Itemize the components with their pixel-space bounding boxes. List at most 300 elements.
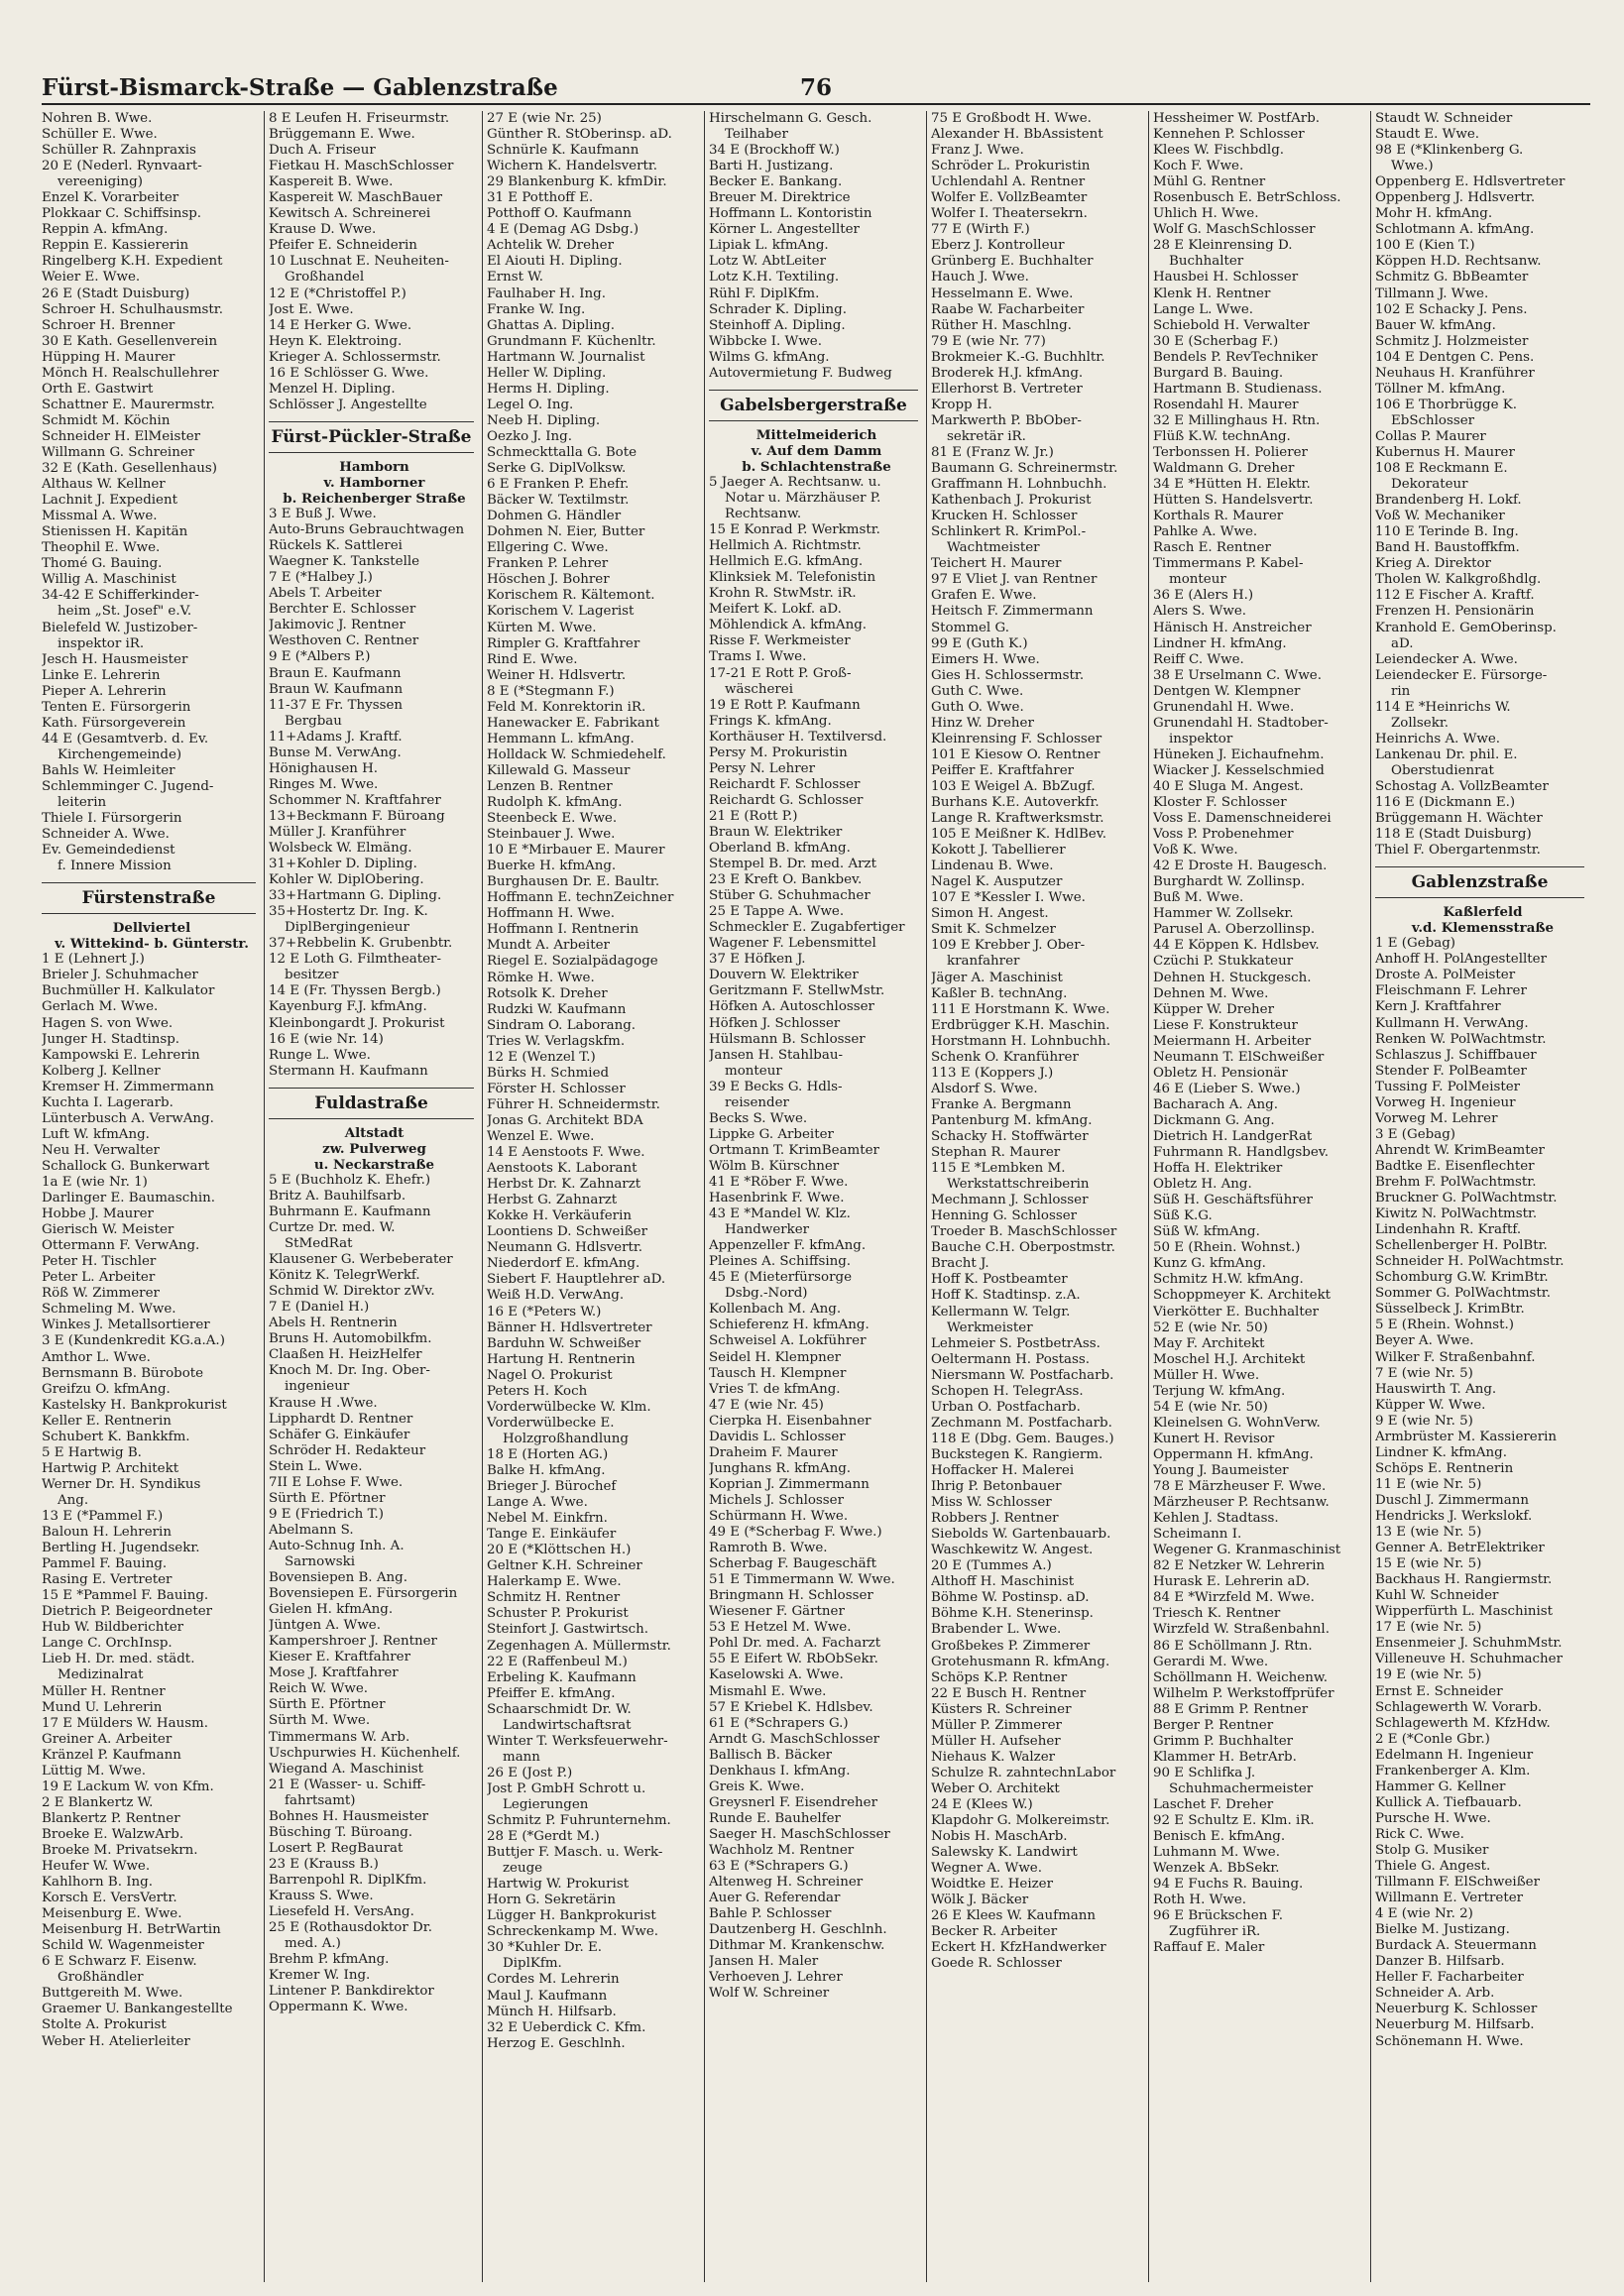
resident-entry: Ellgering C. Wwe. xyxy=(487,540,609,556)
resident-entry: Hartmann W. Journalist xyxy=(487,349,645,365)
resident-entry: 105 E Meißner K. HdlBev. xyxy=(931,827,1106,843)
resident-entry: Peters H. Koch xyxy=(487,1383,588,1399)
resident-entry: Waldmann G. Dreher xyxy=(1153,461,1295,477)
resident-entry: Vorderwülbecke W. Klm. xyxy=(487,1399,651,1415)
resident-entry: 111 E Horstmann K. Wwe. xyxy=(931,1001,1110,1017)
resident-entry: Willmann G. Schreiner xyxy=(42,444,195,460)
resident-entry: Schlemminger C. Jugend- xyxy=(42,778,214,794)
resident-entry: Schmitz J. Holzmeister xyxy=(1375,333,1529,349)
resident-entry: Wolsbeck W. Elmäng. xyxy=(269,841,412,857)
resident-entry: Wenzek A. BbSekr. xyxy=(1153,1861,1280,1877)
resident-entry: Thomé G. Bauing. xyxy=(42,556,163,572)
resident-entry: Lindner K. kfmAng. xyxy=(1375,1444,1507,1460)
resident-entry: Kampowski E. Lehrerin xyxy=(42,1047,200,1063)
entry-continuation: inspektor xyxy=(1169,731,1233,746)
resident-entry: Frenzen H. Pensionärin xyxy=(1375,604,1535,620)
resident-entry: Triesch K. Rentner xyxy=(1153,1606,1281,1622)
resident-entry: Buß M. Wwe. xyxy=(1153,890,1244,906)
resident-entry: Broeke E. WalzwArb. xyxy=(42,1826,184,1842)
resident-entry: Mundt A. Arbeiter xyxy=(487,938,610,954)
resident-entry: Keller E. Rentnerin xyxy=(42,1413,172,1429)
resident-entry: 39 E Becks G. Hdls- xyxy=(709,1079,843,1094)
resident-entry: 26 E (Jost P.) xyxy=(487,1765,573,1780)
resident-entry: Kleinelsen G. WohnVerw. xyxy=(1153,1415,1321,1431)
resident-entry: Greiner A. Arbeiter xyxy=(42,1731,173,1747)
resident-entry: Oppermann K. Wwe. xyxy=(269,2000,408,2015)
resident-entry: Vries T. de kfmAng. xyxy=(709,1381,841,1397)
resident-entry: 21 E (Rott P.) xyxy=(709,808,798,824)
resident-entry: Klammer H. BetrArb. xyxy=(1153,1749,1297,1765)
resident-entry: Krieger A. Schlossermstr. xyxy=(269,349,441,365)
resident-entry: 5 E (Rhein. Wohnst.) xyxy=(1375,1318,1514,1333)
resident-entry: Liesefeld H. VersAng. xyxy=(269,1904,414,1920)
resident-entry: Greifzu O. kfmAng. xyxy=(42,1381,171,1397)
street-heading: Fürstenstraße xyxy=(42,882,256,914)
resident-entry: 112 E Fischer A. Kraftf. xyxy=(1375,588,1535,604)
resident-entry: Terjung W. kfmAng. xyxy=(1153,1383,1286,1399)
resident-entry: Aenstoots K. Laborant xyxy=(487,1161,638,1177)
resident-entry: Rosenbusch E. BetrSchloss. xyxy=(1153,190,1341,206)
resident-entry: Schiebold H. Verwalter xyxy=(1153,317,1310,333)
resident-entry: 38 E Urselmann C. Wwe. xyxy=(1153,667,1322,683)
resident-entry: 34 E (Brockhoff W.) xyxy=(709,143,840,159)
entry-continuation: inspektor iR. xyxy=(58,635,145,651)
resident-entry: Genner A. BetrElektriker xyxy=(1375,1541,1545,1556)
resident-entry: Smit K. Schmelzer xyxy=(931,922,1056,938)
resident-entry: Timmermans W. Arb. xyxy=(269,1729,410,1745)
entry-continuation: wäscherei xyxy=(725,681,793,697)
entry-continuation: Zollsekr. xyxy=(1391,715,1450,731)
resident-entry: Kuhl W. Schneider xyxy=(1375,1588,1499,1604)
resident-entry: Britz A. Bauhilfsarb. xyxy=(269,1188,406,1204)
resident-entry: Lintener P. Bankdirektor xyxy=(269,1984,434,2000)
resident-entry: Neumann T. ElSchweißer xyxy=(1153,1049,1325,1065)
resident-entry: 28 E (*Gerdt M.) xyxy=(487,1829,600,1845)
resident-entry: Greis K. Wwe. xyxy=(709,1779,805,1794)
resident-entry: 22 E Busch H. Rentner xyxy=(931,1685,1087,1701)
entry-continuation: Dekorateur xyxy=(1391,477,1468,493)
resident-entry: Tussing F. PolMeister xyxy=(1375,1079,1521,1094)
column-5 xyxy=(926,111,1146,2282)
resident-entry: Althoff H. Maschinist xyxy=(931,1574,1075,1590)
resident-entry: Uchlendahl A. Rentner xyxy=(931,174,1086,190)
resident-entry: Herbst Dr. K. Zahnarzt xyxy=(487,1177,641,1193)
resident-entry: Staudt W. Schneider xyxy=(1375,111,1513,126)
resident-entry: 9 E (Friedrich T.) xyxy=(269,1506,385,1522)
resident-entry: Pfeifer E. Schneiderin xyxy=(269,238,417,254)
resident-entry: Baloun H. Lehrerin xyxy=(42,1525,172,1541)
resident-entry: Bracht J. xyxy=(931,1256,989,1272)
entry-continuation: Kirchengemeinde) xyxy=(58,746,182,762)
resident-entry: Kathenbach J. Prokurist xyxy=(931,493,1092,509)
resident-entry: Enzel K. Vorarbeiter xyxy=(42,190,179,206)
resident-entry: Lankenau Dr. phil. E. xyxy=(1375,746,1518,762)
resident-entry: Lippke G. Arbeiter xyxy=(709,1126,834,1142)
resident-entry: 115 E *Lembken M. xyxy=(931,1161,1066,1177)
resident-entry: Hasenbrink F. Wwe. xyxy=(709,1191,845,1206)
resident-entry: 7 E (wie Nr. 5) xyxy=(1375,1365,1473,1381)
resident-entry: Schommer N. Kraftfahrer xyxy=(269,792,441,808)
resident-entry: Kremser H. Zimmermann xyxy=(42,1079,214,1094)
resident-entry: 52 E (wie Nr. 50) xyxy=(1153,1320,1268,1335)
entry-continuation: EbSchlosser xyxy=(1391,412,1475,428)
resident-entry: Schmeling M. Wwe. xyxy=(42,1302,176,1318)
entry-continuation: Rechtsanw. xyxy=(725,507,802,522)
resident-entry: Römke H. Wwe. xyxy=(487,970,595,985)
resident-entry: Backhaus H. Rangiermstr. xyxy=(1375,1572,1553,1588)
resident-entry: 19 E (wie Nr. 5) xyxy=(1375,1667,1482,1683)
resident-entry: Danzer B. Hilfsarb. xyxy=(1375,1954,1505,1970)
resident-entry: Kremer W. Ing. xyxy=(269,1968,371,1984)
resident-entry: Cordes M. Lehrerin xyxy=(487,1972,620,1988)
entry-continuation: Medizinalrat xyxy=(58,1667,144,1683)
resident-entry: Lange L. Wwe. xyxy=(1153,301,1254,317)
resident-entry: Buhrmann E. Kaufmann xyxy=(269,1204,431,1219)
resident-entry: Stommel G. xyxy=(931,620,1009,635)
resident-entry: Steenbeck E. Wwe. xyxy=(487,811,618,827)
resident-entry: Hauswirth T. Ang. xyxy=(1375,1381,1497,1397)
resident-entry: Wiesener F. Gärtner xyxy=(709,1604,845,1620)
resident-entry: Alsdorf S. Wwe. xyxy=(931,1081,1038,1096)
resident-entry: Koch F. Wwe. xyxy=(1153,159,1244,174)
resident-entry: Hoffacker H. Malerei xyxy=(931,1462,1075,1478)
entry-continuation: Sarnowski xyxy=(285,1553,355,1569)
resident-entry: 4 E (wie Nr. 2) xyxy=(1375,1906,1473,1922)
directory-columns xyxy=(42,111,1590,2282)
resident-entry: 11+Adams J. Kraftf. xyxy=(269,729,403,745)
resident-entry: 13 E (*Pammel F.) xyxy=(42,1508,164,1524)
resident-entry: Schweisel A. Lokführer xyxy=(709,1333,867,1349)
resident-entry: Winter T. Werksfeuerwehr- xyxy=(487,1733,668,1749)
resident-entry: 43 E *Mandel W. Klz. xyxy=(709,1206,851,1222)
resident-entry: Zegenhagen A. Müllermstr. xyxy=(487,1638,671,1654)
district-line: v.d. Klemensstraße xyxy=(1411,920,1555,937)
resident-entry: 50 E (Rhein. Wohnst.) xyxy=(1153,1240,1301,1256)
resident-entry: Hellmich A. Richtmstr. xyxy=(709,538,862,554)
resident-entry: Ensenmeier J. SchuhmMstr. xyxy=(1375,1636,1563,1652)
district-line: u. Neckarstraße xyxy=(313,1156,435,1173)
resident-entry: Böhme W. Postinsp. aD. xyxy=(931,1590,1090,1606)
resident-entry: Tenten E. Fürsorgerin xyxy=(42,699,191,715)
resident-entry: Rüther H. Maschlng. xyxy=(931,317,1072,333)
resident-entry: 44 E (Gesamtverb. d. Ev. xyxy=(42,731,209,746)
resident-entry: Franz J. Wwe. xyxy=(931,143,1024,159)
resident-entry: Lange R. Kraftwerksmstr. xyxy=(931,811,1104,827)
resident-entry: Korischem V. Lagerist xyxy=(487,604,635,620)
resident-entry: Schüller E. Wwe. xyxy=(42,127,158,143)
resident-entry: Risse F. Werkmeister xyxy=(709,633,851,649)
resident-entry: 118 E (Dbg. Gem. Bauges.) xyxy=(931,1431,1114,1446)
resident-entry: Armbrüster M. Kassiererin xyxy=(1375,1429,1557,1444)
resident-entry: 11 E (wie Nr. 5) xyxy=(1375,1476,1482,1492)
resident-entry: 33+Hartmann G. Dipling. xyxy=(269,888,442,904)
resident-entry: Schlagewerth W. Vorarb. xyxy=(1375,1699,1543,1715)
resident-entry: Lange C. OrchInsp. xyxy=(42,1636,173,1652)
resident-entry: Heller W. Dipling. xyxy=(487,365,607,381)
resident-entry: Schneider H. ElMeister xyxy=(42,428,201,444)
resident-entry: Beyer A. Wwe. xyxy=(1375,1333,1474,1349)
entry-continuation: Legierungen xyxy=(503,1796,589,1812)
resident-entry: Kropp H. xyxy=(931,397,992,412)
resident-entry: Jost P. GmbH Schrott u. xyxy=(487,1780,646,1796)
resident-entry: Höfken J. Schlosser xyxy=(709,1015,841,1031)
resident-entry: 23 E Kreft O. Bankbev. xyxy=(709,872,863,888)
column-1 xyxy=(42,111,262,2282)
resident-entry: 98 E (*Klinkenberg G. xyxy=(1375,143,1524,159)
resident-entry: Schacky H. Stoffwärter xyxy=(931,1129,1089,1144)
page-header xyxy=(42,65,1590,105)
resident-entry: Dickmann G. Ang. xyxy=(1153,1112,1275,1128)
resident-entry: Schäfer G. Einkäufer xyxy=(269,1427,410,1442)
resident-entry: Laschet F. Dreher xyxy=(1153,1796,1274,1812)
resident-entry: Neeb H. Dipling. xyxy=(487,412,601,428)
resident-entry: Wichern K. Handelsvertr. xyxy=(487,159,658,174)
resident-entry: Dithmar M. Krankenschw. xyxy=(709,1938,885,1954)
resident-entry: Curtze Dr. med. W. xyxy=(269,1220,396,1235)
resident-entry: Burghardt W. Zollinsp. xyxy=(1153,874,1306,890)
resident-entry: 12 E Loth G. Filmtheater- xyxy=(269,952,441,968)
resident-entry: Schellenberger H. PolBtr. xyxy=(1375,1238,1548,1254)
resident-entry: Hinz W. Dreher xyxy=(931,715,1034,731)
resident-entry: Hobbe J. Maurer xyxy=(42,1206,154,1222)
resident-entry: Waschkewitz W. Angest. xyxy=(931,1543,1094,1558)
district-line: zw. Pulverweg xyxy=(322,1140,426,1157)
resident-entry: Stermann H. Kaufmann xyxy=(269,1063,428,1079)
resident-entry: Rückels K. Sattlerei xyxy=(269,538,403,554)
resident-entry: Rasch E. Rentner xyxy=(1153,540,1271,556)
resident-entry: Kath. Fürsorgeverein xyxy=(42,715,186,731)
resident-entry: 6 E Franken P. Ehefr. xyxy=(487,477,630,493)
resident-entry: Henning G. Schlosser xyxy=(931,1208,1078,1224)
resident-entry: Auto-Schnug Inh. A. xyxy=(269,1538,405,1553)
resident-entry: Alers S. Wwe. xyxy=(1153,604,1247,620)
resident-entry: Hönighausen H. xyxy=(269,760,379,776)
resident-entry: Dohmen N. Eier, Butter xyxy=(487,524,645,540)
resident-entry: Bahls W. Heimleiter xyxy=(42,762,175,778)
resident-entry: Peiffer E. Kraftfahrer xyxy=(931,762,1075,778)
resident-entry: Barduhn W. Schweißer xyxy=(487,1335,641,1351)
resident-entry: Weier E. Wwe. xyxy=(42,270,141,286)
resident-entry: Seidel H. Klempner xyxy=(709,1349,842,1365)
resident-entry: Kennehen P. Schlosser xyxy=(1153,127,1305,143)
resident-entry: Ev. Gemeindedienst xyxy=(42,843,175,859)
resident-entry: Süß K.G. xyxy=(1153,1208,1213,1224)
resident-entry: 84 E *Wirzfeld M. Wwe. xyxy=(1153,1590,1315,1606)
resident-entry: Denkhaus I. kfmAng. xyxy=(709,1763,851,1779)
resident-entry: Willmann E. Vertreter xyxy=(1375,1891,1524,1906)
column-2 xyxy=(264,111,480,2282)
resident-entry: Oppermann H. kfmAng. xyxy=(1153,1446,1314,1462)
resident-entry: Herzog E. Geschlnh. xyxy=(487,2035,626,2051)
resident-entry: Schattner E. Maurermstr. xyxy=(42,397,215,412)
resident-entry: Greysnerl F. Eisendreher xyxy=(709,1794,877,1810)
resident-entry: Obletz H. Ang. xyxy=(1153,1177,1252,1193)
entry-continuation: Dsbg.-Nord) xyxy=(725,1286,808,1302)
resident-entry: Flüß K.W. technAng. xyxy=(1153,428,1291,444)
resident-entry: 32 E (Kath. Gesellenhaus) xyxy=(42,461,217,477)
resident-entry: Villeneuve H. Schuhmacher xyxy=(1375,1652,1563,1667)
resident-entry: Kohler W. DiplObering. xyxy=(269,872,424,888)
resident-entry: Krause D. Wwe. xyxy=(269,222,377,238)
resident-entry: Kellermann W. Telgr. xyxy=(931,1304,1071,1320)
resident-entry: 24 E (Klees W.) xyxy=(931,1796,1033,1812)
resident-entry: Gies H. Schlossermstr. xyxy=(931,667,1085,683)
resident-entry: Mönch H. Realschullehrer xyxy=(42,365,219,381)
resident-entry: Davidis L. Schlosser xyxy=(709,1429,846,1444)
resident-entry: Kaspereit W. MaschBauer xyxy=(269,190,442,206)
resident-entry: Peter L. Arbeiter xyxy=(42,1270,156,1286)
resident-entry: 109 E Krebber J. Ober- xyxy=(931,938,1086,954)
resident-entry: 54 E (wie Nr. 50) xyxy=(1153,1399,1268,1415)
resident-entry: Rühl F. DiplKfm. xyxy=(709,286,820,301)
resident-entry: Vierkötter E. Buchhalter xyxy=(1153,1304,1320,1320)
resident-entry: Heinrichs A. Wwe. xyxy=(1375,731,1501,746)
resident-entry: Herms H. Dipling. xyxy=(487,381,610,397)
resident-entry: Lachnit J. Expedient xyxy=(42,493,177,509)
entry-continuation: Handwerker xyxy=(725,1222,810,1238)
resident-entry: Duschl J. Zimmermann xyxy=(1375,1492,1529,1508)
resident-entry: Droste A. PolMeister xyxy=(1375,968,1516,983)
resident-entry: Ringes M. Wwe. xyxy=(269,776,379,792)
resident-entry: Kaßler B. technAng. xyxy=(931,985,1068,1001)
resident-entry: Schulze R. zahntechnLabor xyxy=(931,1765,1116,1780)
resident-entry: Grünberg E. Buchhalter xyxy=(931,254,1094,270)
column-3 xyxy=(482,111,702,2282)
resident-entry: Riegel E. Sozialpädagoge xyxy=(487,954,658,970)
entry-continuation: kranfahrer xyxy=(947,954,1020,970)
resident-entry: Franken P. Lehrer xyxy=(487,556,609,572)
entry-continuation: Notar u. Märzhäuser P. xyxy=(725,490,881,506)
resident-entry: Burhans K.E. Autoverkfr. xyxy=(931,795,1100,811)
resident-entry: Schroer H. Schulhausmstr. xyxy=(42,301,223,317)
resident-entry: 19 E Rott P. Kaufmann xyxy=(709,697,861,713)
resident-entry: Brieler J. Schuhmacher xyxy=(42,968,198,983)
page-number: 76 xyxy=(799,74,832,101)
resident-entry: Tillmann J. Wwe. xyxy=(1375,286,1489,301)
resident-entry: Lieb H. Dr. med. städt. xyxy=(42,1652,195,1667)
resident-entry: Braun W. Kaufmann xyxy=(269,681,404,697)
resident-entry: Schoppmeyer K. Architekt xyxy=(1153,1288,1332,1304)
resident-entry: Leiendecker A. Wwe. xyxy=(1375,651,1518,667)
entry-continuation: Teilhaber xyxy=(725,127,788,143)
resident-entry: Liese F. Konstrukteur xyxy=(1153,1017,1298,1033)
resident-entry: Oppenberg J. Hdlsvertr. xyxy=(1375,190,1536,206)
resident-entry: Ihrig P. Betonbauer xyxy=(931,1479,1062,1495)
resident-entry: Willig A. Maschinist xyxy=(42,572,176,588)
resident-entry: Wolfer E. VollzBeamter xyxy=(931,190,1088,206)
resident-entry: Oppenberg E. Hdlsvertreter xyxy=(1375,174,1566,190)
resident-entry: Bänner H. Hdlsvertreter xyxy=(487,1320,652,1335)
resident-entry: 47 E (wie Nr. 45) xyxy=(709,1397,824,1413)
resident-entry: Verhoeven J. Lehrer xyxy=(709,1970,843,1986)
resident-entry: Stienissen H. Kapitän xyxy=(42,524,188,540)
resident-entry: 63 E (*Schrapers G.) xyxy=(709,1859,849,1875)
resident-entry: Mose J. Kraftfahrer xyxy=(269,1665,399,1681)
entry-continuation: Landwirtschaftsrat xyxy=(503,1717,632,1733)
resident-entry: Peter H. Tischler xyxy=(42,1254,157,1270)
resident-entry: Weber H. Atelierleiter xyxy=(42,2033,190,2049)
resident-entry: Niederdorf E. kfmAng. xyxy=(487,1256,640,1272)
resident-entry: 27 E (wie Nr. 25) xyxy=(487,111,602,126)
resident-entry: Meiermann H. Arbeiter xyxy=(1153,1033,1312,1049)
resident-entry: Schmitz G. BbBeamter xyxy=(1375,270,1529,286)
resident-entry: Barrenpohl R. DiplKfm. xyxy=(269,1872,427,1888)
resident-entry: Rotsolk K. Dreher xyxy=(487,985,608,1001)
resident-entry: Schmitz H. Rentner xyxy=(487,1590,621,1606)
resident-entry: Wenzel E. Wwe. xyxy=(487,1129,595,1144)
resident-entry: Wibbcke I. Wwe. xyxy=(709,333,822,349)
resident-entry: Dautzenberg H. Geschlnh. xyxy=(709,1922,887,1938)
resident-entry: Heitsch F. Zimmermann xyxy=(931,604,1094,620)
resident-entry: 16 E Schlösser G. Wwe. xyxy=(269,365,429,381)
resident-entry: Schürmann H. Wwe. xyxy=(709,1508,849,1524)
resident-entry: 17 E Mülders W. Hausm. xyxy=(42,1715,209,1731)
resident-entry: 35+Hostertz Dr. Ing. K. xyxy=(269,904,428,920)
resident-entry: Schlaszus J. Schiffbauer xyxy=(1375,1047,1537,1063)
resident-entry: Hoffmann E. technZeichner xyxy=(487,890,674,906)
resident-entry: Benisch E. kfmAng. xyxy=(1153,1829,1286,1845)
resident-entry: Süß H. Geschäftsführer xyxy=(1153,1193,1313,1208)
resident-entry: Lindenau B. Wwe. xyxy=(931,859,1054,874)
resident-entry: Claaßen H. HeizHelfer xyxy=(269,1347,422,1363)
resident-entry: Hub W. Bildberichter xyxy=(42,1620,184,1636)
resident-entry: Bunse M. VerwAng. xyxy=(269,745,402,760)
resident-entry: Junghans R. kfmAng. xyxy=(709,1460,852,1476)
entry-continuation: Werkmeister xyxy=(947,1320,1033,1335)
resident-entry: Neu H. Verwalter xyxy=(42,1142,160,1158)
resident-entry: Höschen J. Bohrer xyxy=(487,572,610,588)
resident-entry: Pohl Dr. med. A. Facharzt xyxy=(709,1636,881,1652)
entry-continuation: besitzer xyxy=(285,968,339,983)
resident-entry: Luft W. kfmAng. xyxy=(42,1126,150,1142)
resident-entry: Kollenbach M. Ang. xyxy=(709,1302,842,1318)
resident-entry: Schmid W. Direktor zWv. xyxy=(269,1284,435,1300)
resident-entry: Wiegand A. Maschinist xyxy=(269,1761,424,1777)
resident-entry: 3 E (Gebag) xyxy=(1375,1126,1456,1142)
resident-entry: Graemer U. Bankangestellte xyxy=(42,2002,233,2017)
resident-entry: Rind E. Wwe. xyxy=(487,651,578,667)
resident-entry: Orth E. Gastwirt xyxy=(42,381,154,397)
resident-entry: Wirzfeld W. Straßenbahnl. xyxy=(1153,1622,1330,1638)
resident-entry: 15 E Konrad P. Werkmstr. xyxy=(709,522,880,538)
resident-entry: Plokkaar C. Schiffsinsp. xyxy=(42,206,202,222)
resident-entry: Fleischmann F. Lehrer xyxy=(1375,983,1527,999)
resident-entry: Burgard B. Bauing. xyxy=(1153,365,1284,381)
resident-entry: Hellmich E.G. kfmAng. xyxy=(709,554,864,570)
resident-entry: 15 E *Pammel F. Bauing. xyxy=(42,1588,209,1604)
resident-entry: Schneider A. Wwe. xyxy=(42,827,170,843)
resident-entry: 30 E Kath. Gesellenverein xyxy=(42,333,218,349)
resident-entry: Kokott J. Tabellierer xyxy=(931,843,1066,859)
resident-entry: Broderek H.J. kfmAng. xyxy=(931,365,1084,381)
resident-entry: Buttjer F. Masch. u. Werk- xyxy=(487,1845,663,1861)
resident-entry: Eckert H. KfzHandwerker xyxy=(931,1940,1106,1956)
resident-entry: Parusel A. Oberzollinsp. xyxy=(1153,922,1316,938)
resident-entry: Vorweg M. Lehrer xyxy=(1375,1110,1498,1126)
resident-entry: 49 E (*Scherbag F. Wwe.) xyxy=(709,1525,882,1541)
column-4 xyxy=(704,111,924,2282)
resident-entry: Serke G. DiplVolksw. xyxy=(487,461,627,477)
resident-entry: Meifert K. Lokf. aD. xyxy=(709,602,842,618)
resident-entry: 81 E (Franz W. Jr.) xyxy=(931,444,1054,460)
resident-entry: Kloster F. Schlosser xyxy=(1153,795,1287,811)
resident-entry: Hammer W. Zollsekr. xyxy=(1153,906,1294,922)
resident-entry: Steinbauer J. Wwe. xyxy=(487,827,616,843)
entry-continuation: monteur xyxy=(725,1063,782,1079)
resident-entry: Lünterbusch A. VerwAng. xyxy=(42,1110,214,1126)
resident-entry: Neuerburg M. Hilfsarb. xyxy=(1375,2017,1535,2033)
resident-entry: Rick C. Wwe. xyxy=(1375,1826,1464,1842)
